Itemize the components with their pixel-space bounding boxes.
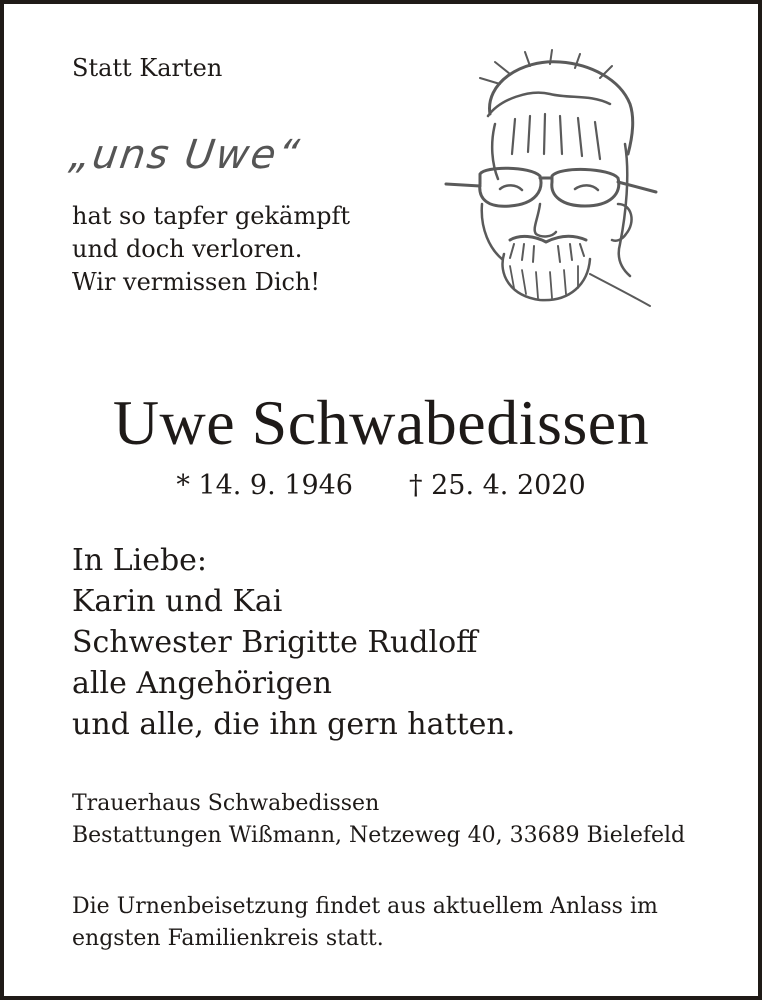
mourner-line: In Liebe: bbox=[72, 543, 208, 578]
mourner-line: alle Angehörigen bbox=[72, 666, 332, 701]
verse-line: Wir vermissen Dich! bbox=[72, 268, 321, 296]
deceased-name: Uwe Schwabedissen bbox=[112, 387, 650, 458]
verse-line: und doch verloren. bbox=[72, 235, 303, 263]
birth-date: * 14. 9. 1946 bbox=[176, 470, 353, 501]
closing-line: Die Urnenbeisetzung findet aus aktuellem Anlass im bbox=[72, 894, 658, 919]
motto-text: „uns Uwe“ bbox=[66, 132, 304, 178]
verse-block bbox=[72, 200, 350, 299]
header-statt-karten: Statt Karten bbox=[72, 54, 223, 82]
mourner-line: und alle, die ihn gern hatten. bbox=[72, 707, 516, 742]
mourner-line: Karin und Kai bbox=[72, 584, 283, 619]
mourner-line: Schwester Brigitte Rudloff bbox=[72, 625, 478, 660]
closing-notice bbox=[72, 891, 658, 955]
caricature-portrait-icon bbox=[440, 44, 662, 312]
verse-line: hat so tapfer gekämpft bbox=[72, 202, 351, 230]
funeral-line: Bestattungen Wißmann, Netzeweg 40, 33689 Bielefeld bbox=[72, 823, 686, 848]
mourners-block bbox=[72, 540, 515, 745]
closing-line: engsten Familienkreis statt. bbox=[72, 926, 384, 951]
death-date: † 25. 4. 2020 bbox=[409, 470, 586, 501]
life-dates bbox=[4, 470, 758, 501]
funeral-info bbox=[72, 788, 685, 852]
funeral-line: Trauerhaus Schwabedissen bbox=[72, 791, 380, 816]
